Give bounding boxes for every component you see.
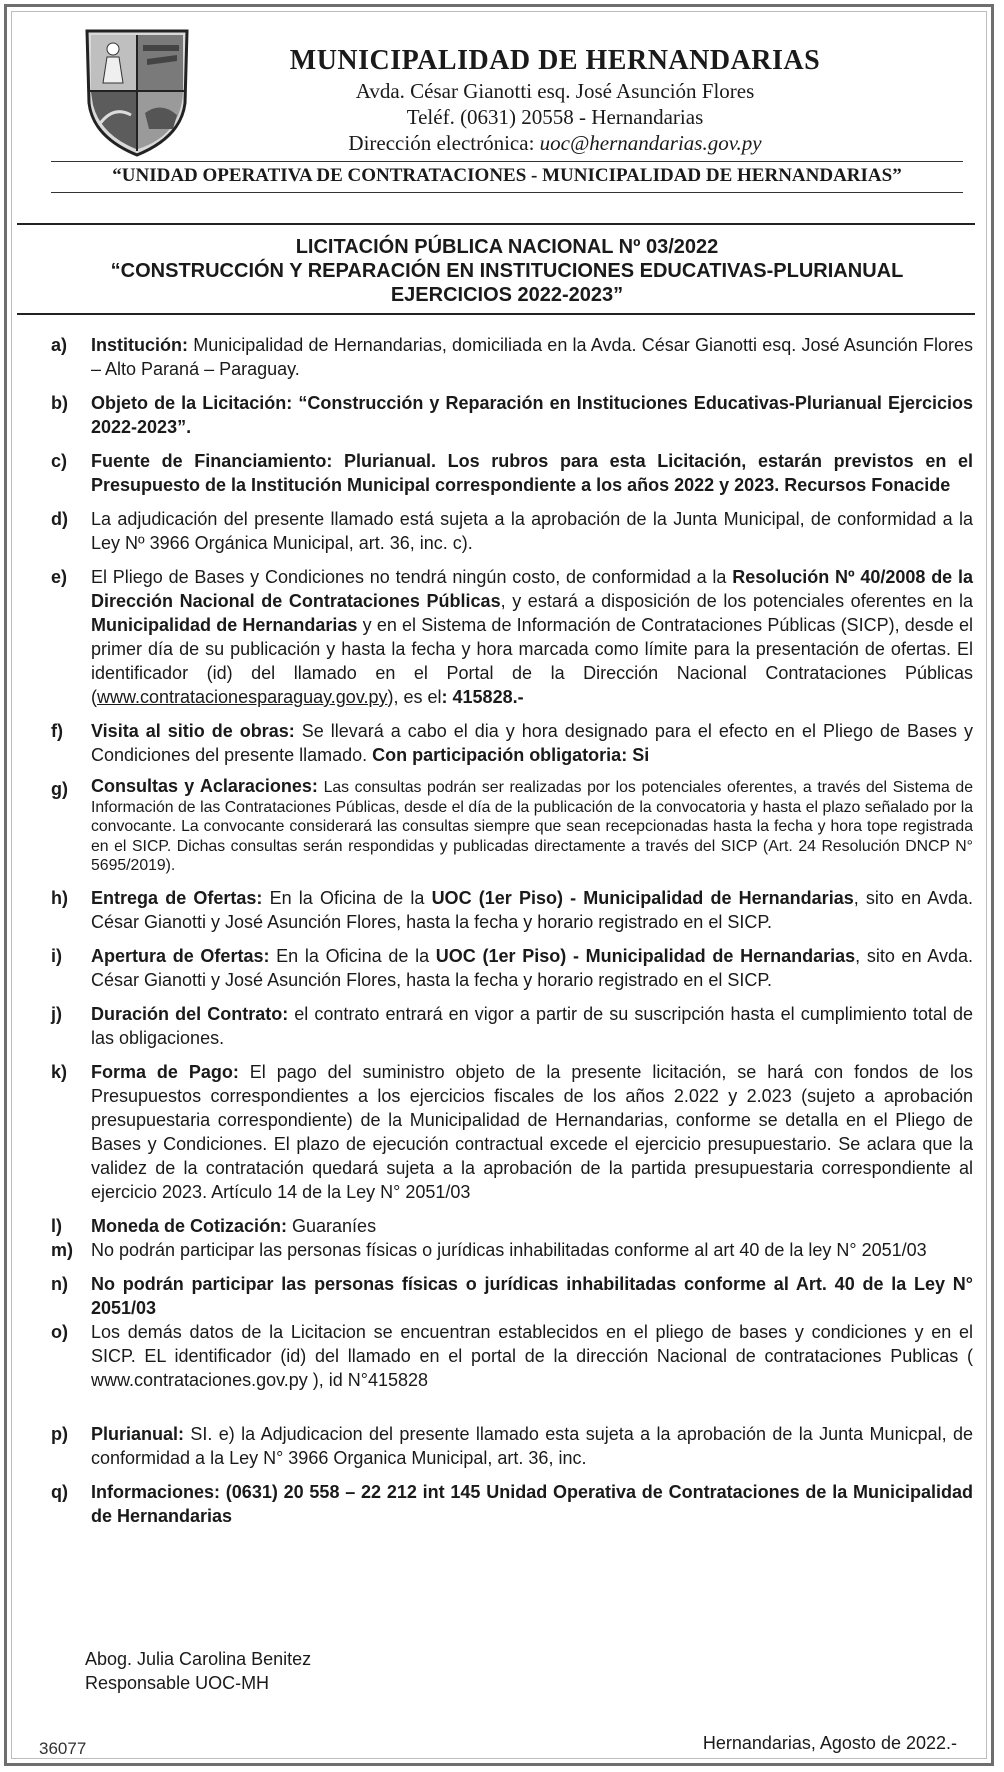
item-text: Informaciones: (0631) 20 558 – 22 212 int 145 Unidad Operativa de Contrataciones de la Municipalidad de Hernandarias xyxy=(91,1481,973,1526)
item-text: Duración del Contrato: el contrato entrará en vigor a partir de su suscripción hasta el cumplimiento total de las obligaciones. xyxy=(91,1003,973,1048)
item-text: Entrega de Ofertas: En la Oficina de la UOC (1er Piso) - Municipalidad de Hernandarias, sito en Avda. César Gianotti y José Asunción Flores, hasta la fecha y horario registrado en el SICP. xyxy=(91,887,973,932)
divider xyxy=(17,223,975,225)
list-item xyxy=(51,777,973,876)
list-item xyxy=(51,565,973,709)
item-label: a) xyxy=(51,335,68,355)
list-item xyxy=(51,1238,973,1262)
email-address: uoc@hernandarias.gov.py xyxy=(539,131,762,155)
signatory-name: Abog. Julia Carolina Benitez xyxy=(85,1649,312,1669)
item-text: La adjudicación del presente llamado está sujeta a la aprobación de la Junta Municipal, de conformidad a la Ley Nº 3966 Orgánica Municipal, art. 36, inc. c). xyxy=(91,509,973,553)
divider xyxy=(51,161,963,162)
item-text: Fuente de Financiamiento: Plurianual. Los rubros para esta Licitación, estarán previstos en el Presupuesto de la Institución Municipal correspondiente a los años 2022 y 2023. Recursos Fonacide xyxy=(91,451,973,495)
item-text: No podrán participar las personas físicas o jurídicas inhabilitadas conforme al Art. 40 de la Ley N° 2051/03 xyxy=(91,1273,973,1318)
item-text: Apertura de Ofertas: En la Oficina de la UOC (1er Piso) - Municipalidad de Hernandarias, sito en Avda. César Gianotti y José Asunción Flores, hasta la fecha y horario registrado en el SICP. xyxy=(91,945,973,990)
item-text: Forma de Pago: El pago del suministro objeto de la presente licitación, se hará con fondos de los Presupuestos correspondientes a los ejercicios fiscales de los años 2.022 y 2.023 (sujeto a aprobación presupuestaria correspondiente) de la Municipalidad de Hernandarias, conforme se detalla en el Pliego de Bases y Condiciones. El plazo de ejecución contractual excede el ejercicio presupuestario. Se aclara que la validez de la contratación quedará sujeta a la aprobación de la partida presupuestaria correspondiente al ejercicio 2023. Artículo 14 de la Ley N° 2051/03 xyxy=(91,1061,973,1202)
list-item xyxy=(51,449,973,497)
item-text: Institución: Municipalidad de Hernandarias, domiciliada en la Avda. César Gianotti esq. José Asunción Flores – Alto Paraná – Paraguay. xyxy=(91,335,973,379)
divider xyxy=(51,192,963,193)
list-item xyxy=(51,1214,973,1238)
organization-name: MUNICIPALIDAD DE HERNANDARIAS xyxy=(289,45,821,76)
item-text: Consultas y Aclaraciones: Las consultas podrán ser realizadas por los potenciales oferentes, a través del Sistema de Información de las Contrataciones Públicas, desde el día de la publicación de la convocatoria y hasta el plazo señalado por la convocante. La convocante considerará las consultas siempre que sean recepcionadas hasta la fecha y hora tope registrada en el SICP. Dichas consultas serán respondidas y publicadas directamente a través del SICP (Art. 24 Resolución DNCP N° 5695/2019). xyxy=(91,776,973,874)
signature-block xyxy=(85,1647,311,1695)
item-label: q) xyxy=(51,1481,68,1502)
item-label: j) xyxy=(51,1003,62,1024)
list-item xyxy=(51,507,973,555)
tender-title-line: EJERCICIOS 2022-2023” xyxy=(390,284,624,306)
divider xyxy=(17,313,975,315)
notice-page xyxy=(4,4,994,1766)
item-label: l) xyxy=(51,1215,62,1236)
item-label: e) xyxy=(51,567,68,587)
list-item xyxy=(51,1060,973,1204)
item-text: Los demás datos de la Licitacion se encuentran establecidos en el pliego de bases y condiciones y en el SICP. EL identificador (id) del llamado en el portal de la dirección Nacional de contrataciones Publicas ( www.contrataciones.gov.py ), id N°415828 xyxy=(91,1321,973,1390)
item-text: El Pliego de Bases y Condiciones no tendrá ningún costo, de conformidad a la Resolución Nº 40/2008 de la Dirección Nacional de Contrataciones Públicas, y estará a disposición de los potenciales oferentes en la Municipalidad de Hernandarias y en el Sistema de Información de Contrataciones Públicas (SICP), desde el primer día de su publicación y hasta la fecha y hora marcada como límite para la presentación de ofertas. El identificador (id) del llamado en el Portal de la Dirección Nacional Contrataciones Públicas (www.contratacionesparaguay.gov.py), es el: 415828.- xyxy=(91,567,973,707)
item-label: f) xyxy=(51,721,63,741)
list-item xyxy=(51,719,973,767)
list-item xyxy=(51,391,973,439)
item-label: o) xyxy=(51,1321,68,1342)
item-label: h) xyxy=(51,887,68,908)
list-item xyxy=(51,886,973,934)
item-label: i) xyxy=(51,945,62,966)
email-label: Dirección electrónica: xyxy=(348,131,535,155)
place-and-date: Hernandarias, Agosto de 2022.- xyxy=(702,1733,957,1753)
reference-number: 36077 xyxy=(39,1739,87,1758)
item-label: k) xyxy=(51,1061,68,1082)
header-address: Avda. César Gianotti esq. José Asunción Flores xyxy=(355,79,755,103)
item-label: g) xyxy=(51,779,68,799)
dncp-portal-link[interactable]: www.contratacionesparaguay.gov.py xyxy=(97,687,388,707)
tender-title-line: LICITACIÓN PÚBLICA NACIONAL Nº 03/2022 xyxy=(295,236,719,258)
item-label: m) xyxy=(51,1239,73,1260)
item-text: Visita al sitio de obras: Se llevará a cabo el dia y hora designado para el efecto en el Pliego de Bases y Condiciones del presente llamado. Con participación obligatoria: Si xyxy=(91,721,974,765)
header-phone: Teléf. (0631) 20558 - Hernandarias xyxy=(406,105,704,129)
item-text: Moneda de Cotización: Guaraníes xyxy=(91,1215,377,1236)
list-item xyxy=(51,333,973,381)
item-label: n) xyxy=(51,1273,68,1294)
item-label: p) xyxy=(51,1423,68,1444)
uoc-heading: “UNIDAD OPERATIVA DE CONTRATACIONES - MUNICIPALIDAD DE HERNANDARIAS” xyxy=(112,165,902,186)
list-item xyxy=(51,944,973,992)
tender-title xyxy=(37,235,977,307)
item-label: b) xyxy=(51,393,68,413)
list-item xyxy=(51,1272,973,1320)
tender-title-line: “CONSTRUCCIÓN Y REPARACIÓN EN INSTITUCIONES EDUCATIVAS-PLURIANUAL xyxy=(110,260,904,282)
item-text: Plurianual: SI. e) la Adjudicacion del presente llamado esta sujeta a la aprobación de la Junta Municpal, de conformidad a la Ley N° 3966 Organica Municipal, art. 36, inc. xyxy=(91,1423,973,1468)
item-label: d) xyxy=(51,509,68,529)
list-item xyxy=(51,1422,973,1470)
list-item xyxy=(51,1002,973,1050)
municipal-coat-of-arms-logo xyxy=(81,25,193,160)
item-text: No podrán participar las personas físicas o jurídicas inhabilitadas conforme al art 40 de la ley N° 2051/03 xyxy=(91,1239,927,1260)
item-label: c) xyxy=(51,451,68,471)
list-item xyxy=(51,1480,973,1528)
item-text: Objeto de la Licitación: “Construcción y Reparación en Instituciones Educativas-Plurianual Ejercicios 2022-2023”. xyxy=(91,393,973,437)
list-item xyxy=(51,1320,973,1392)
tender-items-list xyxy=(51,333,973,1538)
signatory-role: Responsable UOC-MH xyxy=(85,1673,270,1693)
header-email-line xyxy=(203,131,907,156)
